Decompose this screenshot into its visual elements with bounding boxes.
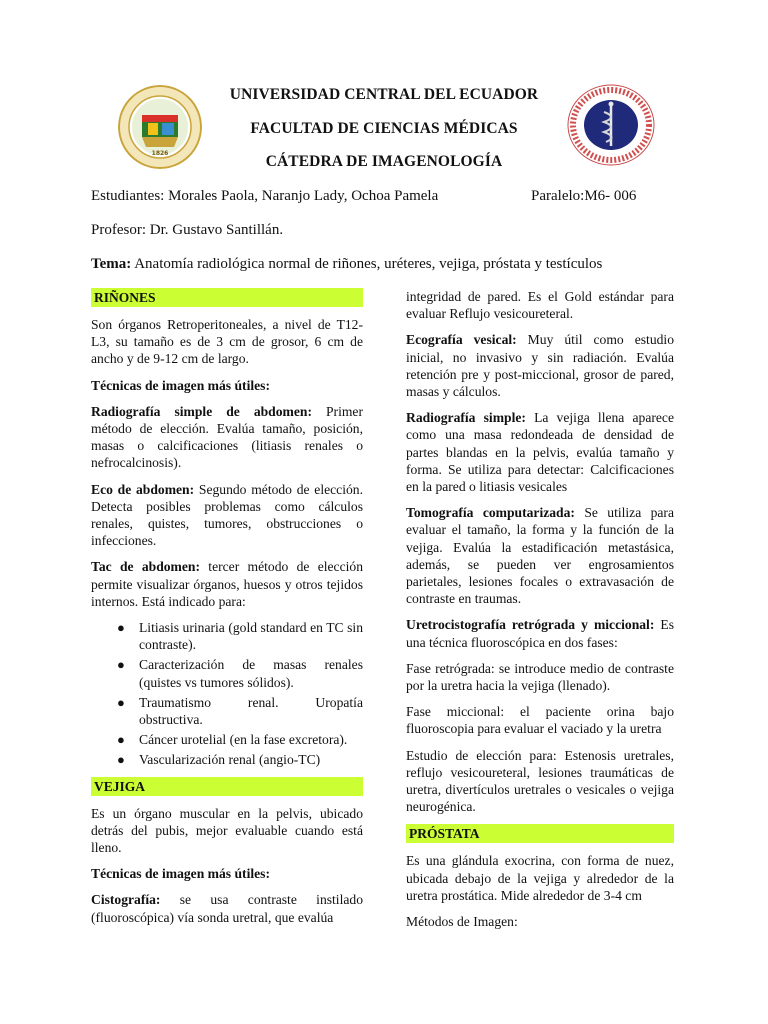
bullet-icon: ●: [117, 732, 125, 748]
fase-miccional-paragraph: Fase miccional: el paciente orina bajo fluoroscopia para evaluar el vaciado y la uretra: [406, 704, 674, 737]
uretrocistografia-paragraph: [406, 616, 674, 650]
eco-abdomen-paragraph: [91, 481, 363, 550]
cistografia-text: se usa contraste instilado (fluoroscópica) vía sonda uretral, que evalúa: [91, 892, 363, 925]
rx-abdomen-paragraph: [91, 403, 363, 472]
list-item: [91, 731, 363, 748]
ecografia-vesical-label: Ecografía vesical:: [406, 332, 517, 348]
section-heading-rinones: RIÑONES: [91, 288, 363, 307]
chair-title: CÁTEDRA DE IMAGENOLOGÍA: [265, 153, 503, 170]
cistografia-continuation: integridad de pared. Es el Gold estándar para evaluar Reflujo vesicoureteral.: [406, 289, 674, 322]
radiografia-simple-paragraph: [406, 409, 674, 495]
eco-abdomen-label: Eco de abdomen:: [91, 481, 195, 497]
prostata-intro: Es una glándula exocrina, con forma de nuez, ubicada debajo de la vejiga y alrededor de la uretra prostática. Mide alrededor de 3-4 cm: [406, 853, 674, 903]
tac-abdomen-label: Tac de abdomen:: [91, 559, 200, 575]
svg-text:1826: 1826: [151, 150, 169, 157]
bullet-icon: ●: [117, 752, 125, 768]
uretrocistografia-text: Es una técnica fluoroscópica en dos fases:: [406, 617, 674, 650]
bullet-icon: ●: [117, 657, 125, 673]
techniques-heading-2-text: Técnicas de imagen más útiles:: [91, 866, 270, 882]
cistografia-label: Cistografía:: [91, 892, 161, 908]
tomografia-label: Tomografía computarizada:: [406, 505, 575, 521]
paralelo-line: Paralelo:M6- 006: [531, 188, 637, 204]
estudio-eleccion-paragraph: Estudio de elección para: Estenosis uretrales, reflujo vesicoureteral, lesiones traumáticas de uretra, divertículos uretrales o vesicales o vejiga neurogénica.: [406, 747, 674, 815]
university-title: UNIVERSIDAD CENTRAL DEL ECUADOR: [229, 86, 539, 103]
list-item-text: Cáncer urotelial (en la fase excretora).: [139, 732, 348, 748]
ecografia-vesical-paragraph: [406, 331, 674, 400]
topic-line: [91, 256, 602, 273]
tomografia-paragraph: [406, 504, 674, 607]
techniques-heading-1: [91, 377, 363, 394]
section-heading-prostata: PRÓSTATA: [406, 824, 674, 843]
section-heading-vejiga: VEJIGA: [91, 777, 363, 796]
list-item-text: Litiasis urinaria (gold standard en TC sin contraste).: [139, 620, 363, 653]
tac-abdomen-paragraph: [91, 558, 363, 610]
radiografia-simple-label: Radiografía simple:: [406, 410, 526, 426]
list-item-text: Caracterización de masas renales (quistes vs tumores sólidos).: [139, 657, 363, 690]
professor-line: Profesor: Dr. Gustavo Santillán.: [91, 222, 284, 238]
eco-abdomen-text: Segundo método de elección. Detecta posibles problemas como cálculos renales, quistes, tumores, obstrucciones o infecciones.: [91, 481, 363, 549]
rx-abdomen-label: Radiografía simple de abdomen:: [91, 403, 312, 419]
students-line: Estudiantes: Morales Paola, Naranjo Lady, Ochoa Pamela: [91, 188, 439, 204]
bullet-icon: ●: [117, 620, 125, 636]
ecografia-vesical-text: Muy útil como estudio inicial, no invasivo y sin radiación. Evalúa retención pre y post-miccional, grosor de pared, masas y cálculos.: [406, 332, 674, 400]
topic-text: Anatomía radiológica normal de riñones, uréteres, vejiga, próstata y testículos: [131, 256, 603, 272]
uretrocistografia-label: Uretrocistografía retrógrada y miccional:: [406, 617, 655, 633]
cistografia-paragraph: [91, 891, 363, 925]
fase-retrograda-paragraph: Fase retrógrada: se introduce medio de contraste por la uretra hacia la vejiga (llenado).: [406, 660, 674, 694]
tac-indications-list: [91, 619, 363, 769]
rinones-intro: Son órganos Retroperitoneales, a nivel de T12-L3, su tamaño es de 3 cm de grosor, 6 cm de ancho y de 9-12 cm de largo.: [91, 317, 363, 367]
radiografia-simple-text: La vejiga llena aparece como una masa redondeada de densidad de partes blandas en la pelvis, evalúa tamaño y forma. Se utiliza para detectar: Calcificaciones en la pared o litiasis vesicales: [406, 410, 674, 495]
list-item: [91, 619, 363, 653]
list-item-text: Vascularización renal (angio-TC): [139, 752, 321, 768]
list-item: [91, 656, 363, 690]
topic-label: Tema:: [91, 256, 132, 272]
left-column: [91, 288, 363, 935]
rx-abdomen-text: Primer método de elección. Evalúa tamaño, posición, masas o calcificaciones (litiasis renales o nefrocalcinosis).: [91, 403, 363, 471]
faculty-title: FACULTAD DE CIENCIAS MÉDICAS: [250, 120, 518, 137]
list-item: [91, 694, 363, 728]
techniques-heading-2: [91, 865, 363, 882]
tac-abdomen-text: tercer método de elección permite visualizar órganos, huesos y otros tejidos internos. Está indicado para:: [91, 559, 363, 609]
bullet-icon: ●: [117, 694, 125, 710]
tomografia-text: Se utiliza para evaluar el tamaño, la forma y la función de la vejiga. Evalúa la estadificación metastásica, además, se pueden ver engrosamientos parietales, lesiones focales o extravasación de contraste en traumas.: [406, 505, 674, 607]
right-column: [406, 288, 674, 939]
techniques-heading-1-text: Técnicas de imagen más útiles:: [91, 377, 270, 393]
metodos-imagen-line: Métodos de Imagen:: [406, 914, 518, 930]
list-item-text: Traumatismo renal. Uropatía obstructiva.: [139, 694, 363, 728]
vejiga-intro: Es un órgano muscular en la pelvis, ubicado detrás del pubis, mejor evaluable cuando está lleno.: [91, 805, 363, 856]
list-item: [91, 751, 363, 768]
